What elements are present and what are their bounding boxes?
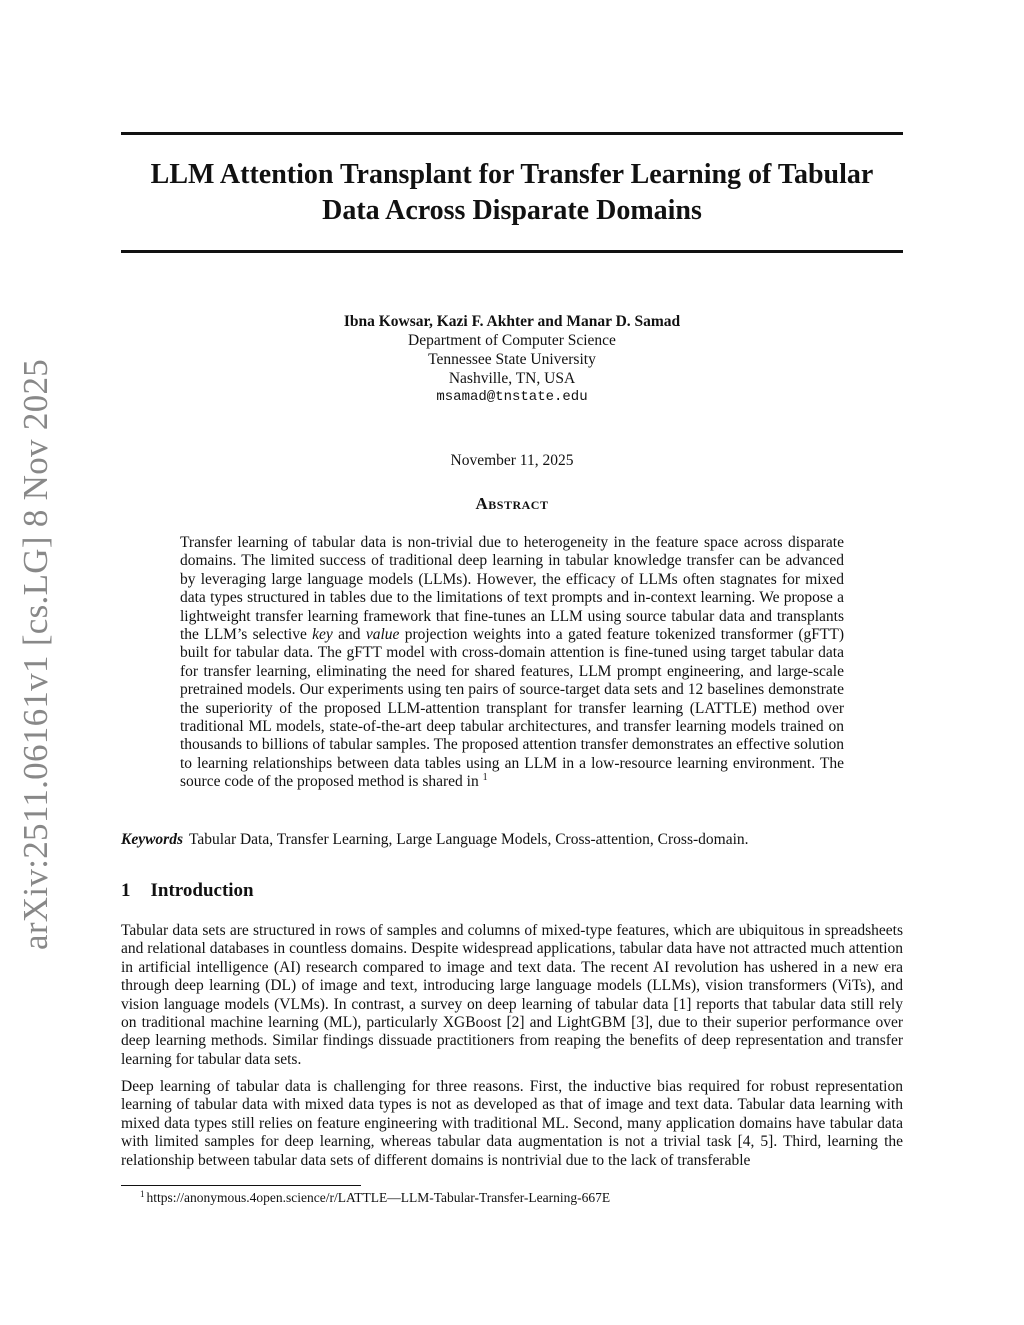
title-top-rule [121,132,903,135]
abstract-value-term: value [365,626,400,644]
keywords-label: Keywords [121,831,183,848]
section-number: 1 [121,880,131,901]
abstract-heading: Abstract [475,494,549,513]
intro-paragraph-1: Tabular data sets are structured in rows of samples and columns of mixed-type features, which are ubiquitous in spreadsheets and relational databases in countless domains. Despite widespread applications, tabular data have not attracted much attention in artificial intelligence (AI) research compared to image and text data. The recent AI revolution has ushered in a new era through deep learning (DL) of image and text, introducing large language models (LLMs), vision transformers (ViTs), and vision language models (VLMs). In contrast, a survey on deep learning of tabular data [1] reports that tabular data still rely on traditional machine learning (ML), particularly XGBoost [2] and LightGBM [3], due to their superior performance over deep learning methods. Similar findings dissuade practitioners from reaping the benefits of deep representation and transfer learning for tabular data sets. [121,922,903,1068]
intro-paragraph-2: Deep learning of tabular data is challenging for three reasons. First, the inductive bias required for robust representation learning of tabular data with mixed data types is not as developed as that of image and text data. Tabular data learning with mixed data types still relies on feature engineering with traditional ML. Second, many application domains have tabular data with limited samples for deep learning, whereas tabular data augmentation is not a trivial task [4, 5]. Third, learning the relationship between tabular data sets of different domains is nontrivial due to the lack of transferable [121,1078,903,1169]
keywords-line [121,831,903,849]
publication-date: November 11, 2025 [450,452,574,469]
paper-title-line-2: Data Across Disparate Domains [322,195,702,226]
section-heading-introduction [121,880,254,902]
arxiv-identifier-stamp: arXiv:2511.06161v1 [cs.LG] 8 Nov 2025 [16,358,55,950]
footnote-mark: 1 [140,1188,145,1199]
abstract-text-part-1: Transfer learning of tabular data is non-trivial due to heterogeneity in the feature space across disparate domains. The limited success of traditional deep learning in tabular knowledge transfer can be advanced by leveraging large language models (LLMs). However, the efficacy of LLMs often stagnates for mixed data types structured in tables due to the limitations of text prompts and in-context learning. We propose a lightweight transfer learning framework that fine-tunes an LLM using source tabular data and transplants the LLM’s selective [180,534,844,644]
author-university: Tennessee State University [428,351,596,368]
author-block [121,312,903,407]
abstract-text-part-3: projection weights into a gated feature tokenized transformer (gFTT) built for tabular data. The gFTT model with cross-domain attention is fine-tuned using target tabular data for transfer learning, eliminating the need for shared features, LLM prompt engineering, and large-scale pretrained models. Our experiments using ten pairs of source-target data sets and 12 baselines demonstrate the superiority of the proposed LLM-attention transplant for transfer learning (LATTLE) method over traditional ML models, state-of-the-art deep tabular architectures, and transfer learning models trained on thousands to billions of tabular samples. The proposed attention transfer demonstrates an effective solution to learning relationships between data tables using an LLM in a low-resource learning environment. The source code of the proposed method is shared in [180,626,844,791]
keywords-text: Tabular Data, Transfer Learning, Large Language Models, Cross-attention, Cross-domain. [189,831,749,848]
author-email[interactable]: msamad@tnstate.edu [436,389,588,405]
author-location: Nashville, TN, USA [448,370,576,387]
author-department: Department of Computer Science [408,332,616,349]
abstract-body [180,534,844,792]
title-bottom-rule [121,250,903,253]
paper-title [121,157,903,229]
abstract-key-term: key [312,626,333,644]
footnote [140,1190,610,1206]
paper-title-line-1: LLM Attention Transplant for Transfer Learning of Tabular [150,159,874,190]
footnote-divider [121,1185,361,1186]
footnote-url[interactable]: https://anonymous.4open.science/r/LATTLE—LLM-Tabular-Transfer-Learning-667E [146,1190,611,1205]
section-title: Introduction [150,880,254,901]
author-names: Ibna Kowsar, Kazi F. Akhter and Manar D. Samad [343,313,681,330]
abstract-footnote-mark[interactable]: 1 [482,772,488,784]
abstract-text-part-2: and [332,626,366,644]
